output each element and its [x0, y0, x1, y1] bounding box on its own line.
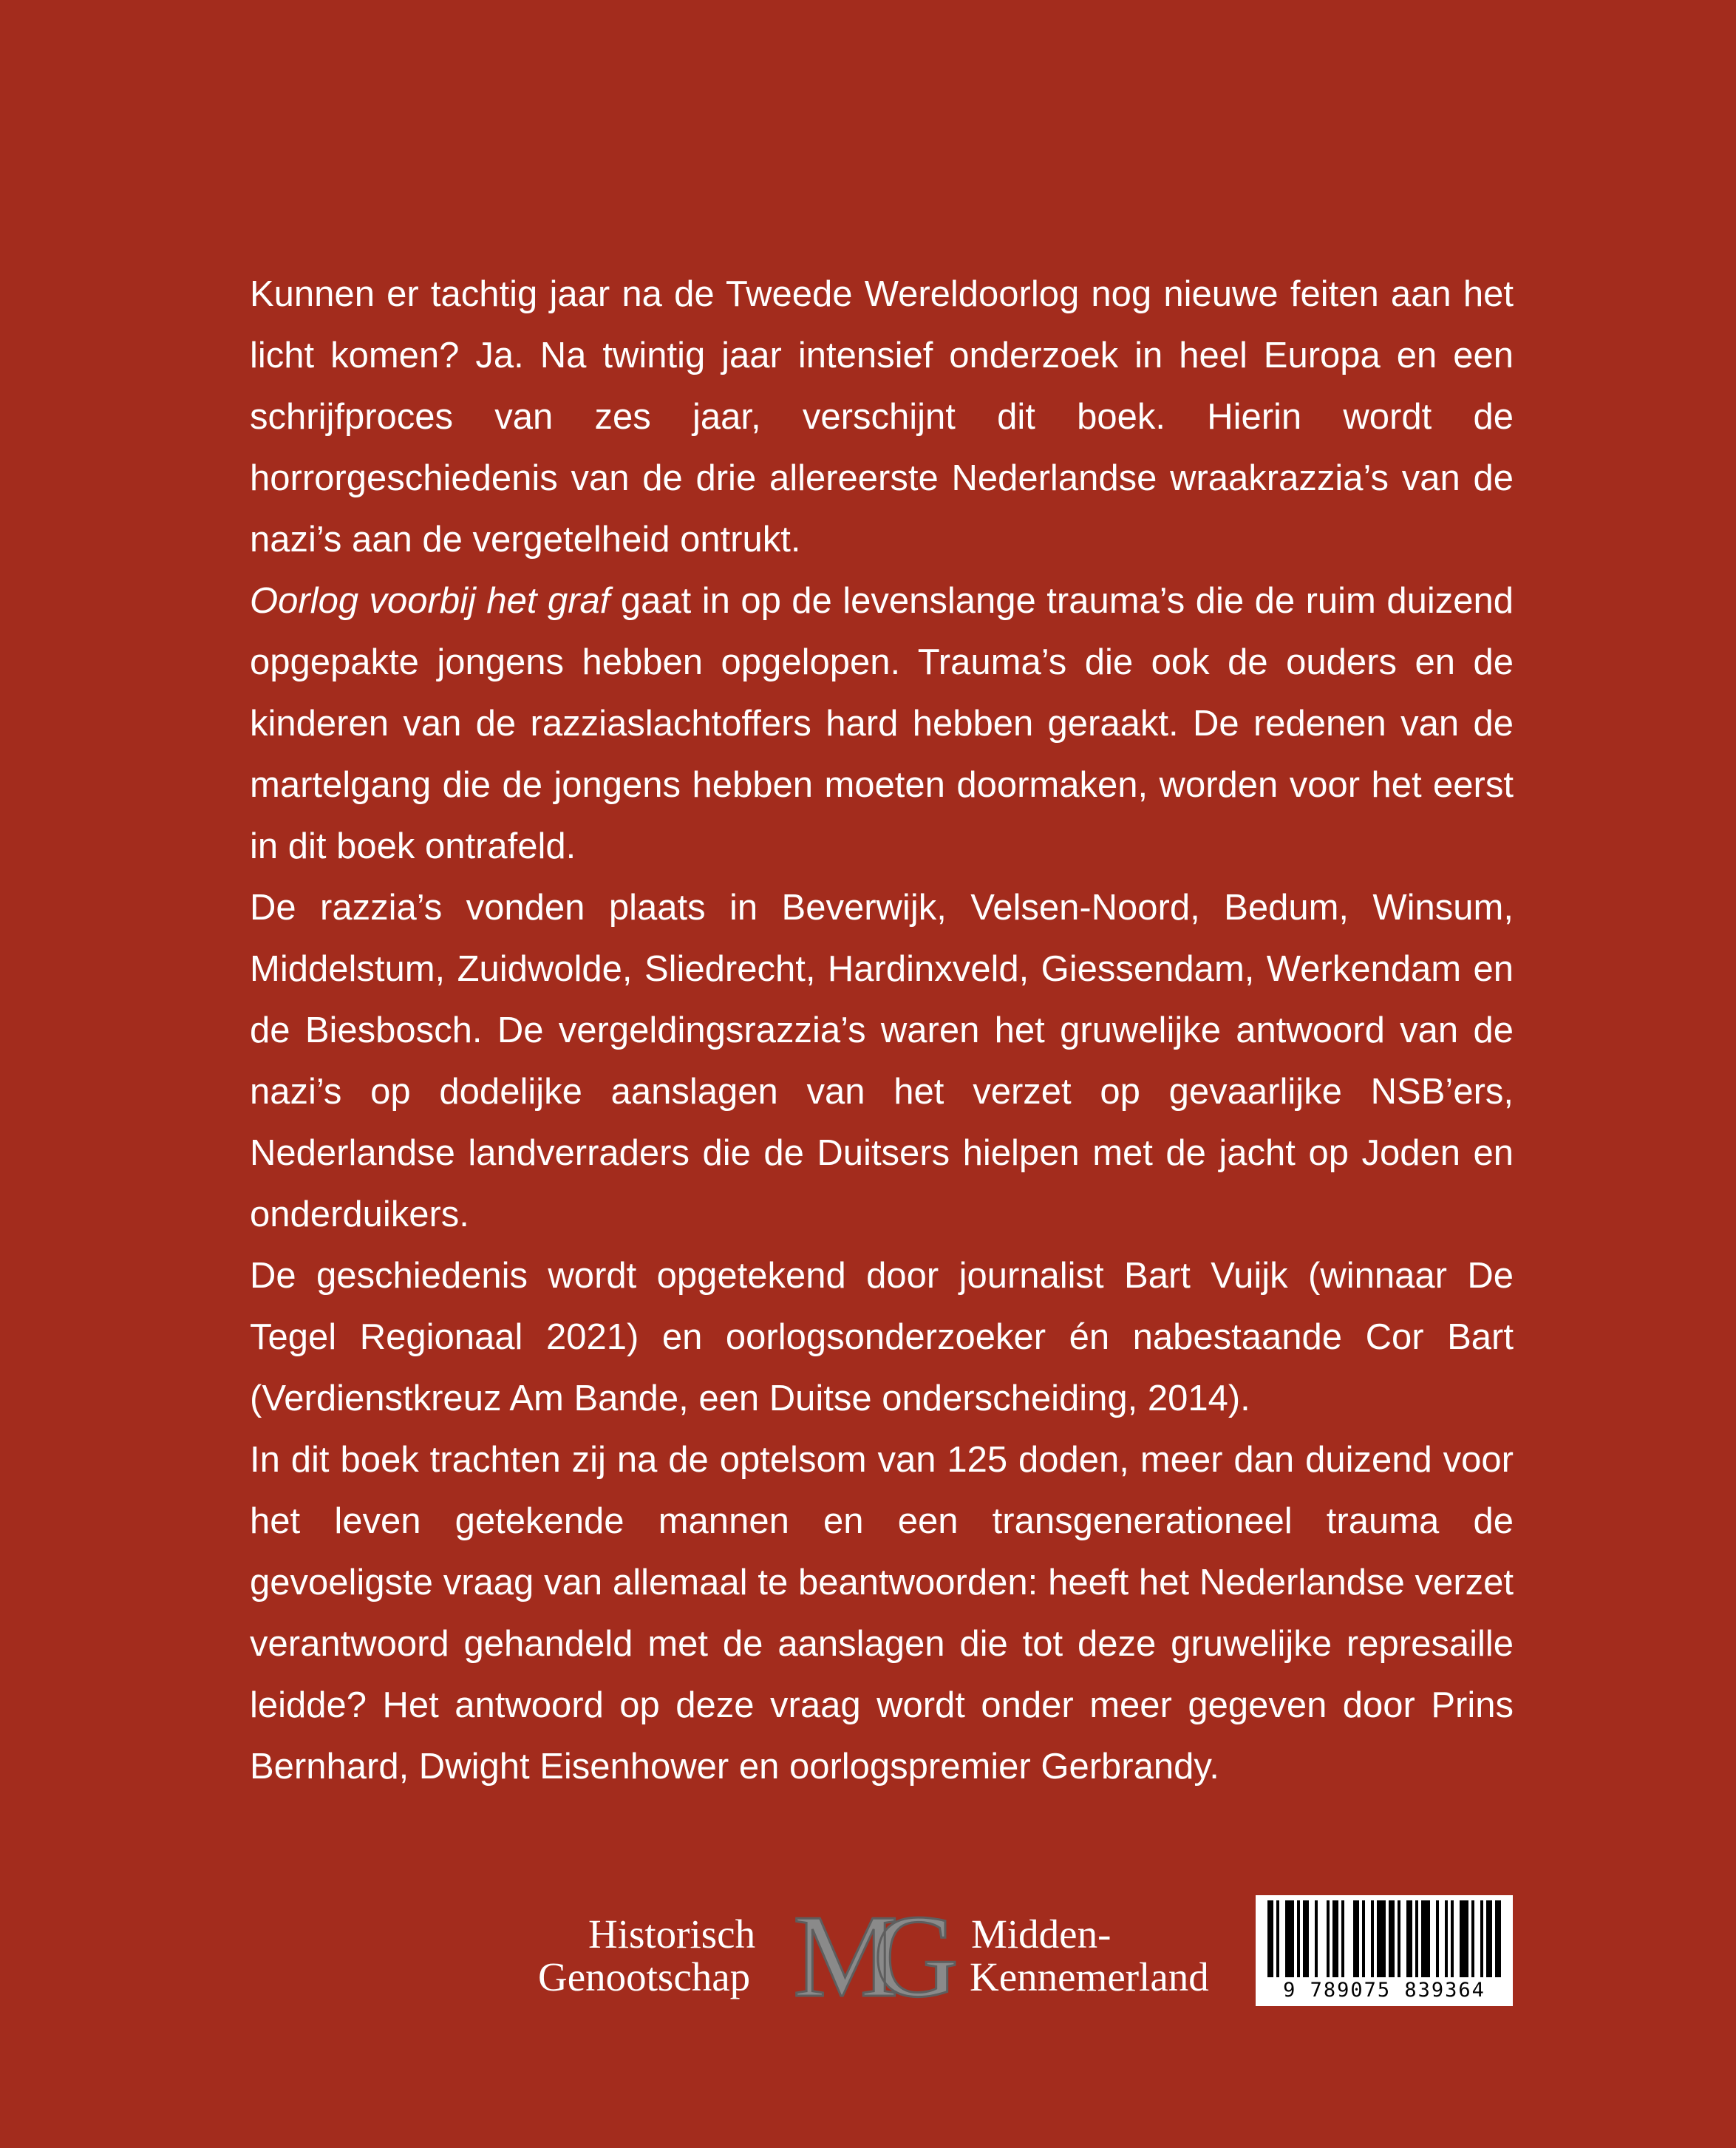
- book-title: Oorlog voorbij het graf: [250, 581, 610, 621]
- barcode-bar: [1436, 1900, 1439, 1977]
- publisher-word-kennemerland: Kennemerland: [970, 1954, 1209, 1999]
- barcode-bar: [1471, 1900, 1474, 1977]
- barcode-bar: [1460, 1900, 1468, 1977]
- barcode-bar: [1415, 1900, 1418, 1977]
- isbn-barcode: [1256, 1895, 1513, 2006]
- barcode-bar: [1303, 1900, 1309, 1977]
- barcode-bar: [1451, 1900, 1454, 1977]
- blurb-paragraph-2-text: gaat in op de levenslange trauma’s die de ruim duizend opgepakte jongens hebben opgelopen. Trauma’s die ook de ouders en de kinderen van de razziaslachtoffers hard hebben geraakt. De redenen van de martelgang die de jongens hebben moeten doormaken, worden voor het eerst in dit boek ontrafeld.: [250, 581, 1514, 866]
- publisher-word-genootschap: Genootschap: [538, 1954, 751, 1999]
- barcode-bar: [1341, 1900, 1344, 1977]
- isbn-number: 9 789075 839364: [1283, 1979, 1485, 2002]
- barcode-bar: [1445, 1900, 1448, 1977]
- barcode-bar: [1267, 1900, 1273, 1977]
- back-cover-blurb: [250, 264, 1514, 1798]
- barcode-bar: [1398, 1900, 1400, 1977]
- monogram-letters: MG: [793, 1896, 933, 2007]
- barcode-bar: [1486, 1900, 1492, 1977]
- barcode-bar: [1480, 1900, 1483, 1977]
- barcode-bar: [1285, 1900, 1294, 1977]
- publisher-logo: [538, 1896, 1224, 2007]
- barcode-bar: [1371, 1900, 1374, 1977]
- barcode-bar: [1297, 1900, 1300, 1977]
- barcode-bars-icon: [1264, 1900, 1504, 1977]
- barcode-bar: [1276, 1900, 1279, 1977]
- blurb-paragraph-4: De geschiedenis wordt opgetekend door journalist Bart Vuijk (winnaar De Tegel Regionaal 2021) en oorlogsonderzoeker én nabestaande Cor Bart (Verdienstkreuz Am Bande, een Duitse onderscheiding, 2014).: [250, 1256, 1514, 1418]
- barcode-bar: [1389, 1900, 1395, 1977]
- barcode-bar: [1362, 1900, 1365, 1977]
- blurb-paragraph-2: [250, 571, 1514, 877]
- blurb-paragraph-1: Kunnen er tachtig jaar na de Tweede Wereldoorlog nog nieuwe feiten aan het licht komen? Ja. Na twintig jaar intensief onderzoek in heel Europa en een schrijfproces van zes jaar, verschijnt dit boek. Hierin wordt de horrorgeschiedenis van de drie allereerste Nederlandse wraakrazzia’s van de nazi’s aan de vergetelheid ontrukt.: [250, 274, 1514, 560]
- blurb-paragraph-5: In dit boek trachten zij na de optelsom van 125 doden, meer dan duizend voor het leven getekende mannen en een transgenerationeel trauma de gevoeligste vraag van allemaal te beantwoorden: heeft het Nederlandse verzet verantwoord gehandeld met de aanslagen die tot deze gruwelijke represaille leidde? Het antwoord op deze vraag wordt onder meer gegeven door Prins Bernhard, Dwight Eisenhower en oorlogspremier Gerbrandy.: [250, 1440, 1514, 1787]
- blurb-paragraph-3: De razzia’s vonden plaats in Beverwijk, Velsen-Noord, Bedum, Winsum, Middelstum, Zuidwolde, Sliedrecht, Hardinxveld, Giessendam, Werkendam en de Biesbosch. De vergeldingsrazzia’s waren het gruwelijke antwoord van de nazi’s op dodelijke aanslagen van het verzet op gevaarlijke NSB’ers, Nederlandse landverraders die de Duitsers hielpen met de jacht op Joden en onderduikers.: [250, 888, 1514, 1234]
- publisher-word-historisch: Historisch: [588, 1911, 756, 1957]
- barcode-bar: [1421, 1900, 1430, 1977]
- mg-monogram-icon: [763, 1896, 963, 2007]
- barcode-bar: [1327, 1900, 1330, 1977]
- publisher-word-midden: Midden-: [971, 1911, 1112, 1957]
- barcode-bar: [1315, 1900, 1318, 1977]
- barcode-bar: [1495, 1900, 1501, 1977]
- barcode-bar: [1353, 1900, 1359, 1977]
- barcode-bar: [1377, 1900, 1386, 1977]
- barcode-bar: [1332, 1900, 1338, 1977]
- barcode-bar: [1406, 1900, 1412, 1977]
